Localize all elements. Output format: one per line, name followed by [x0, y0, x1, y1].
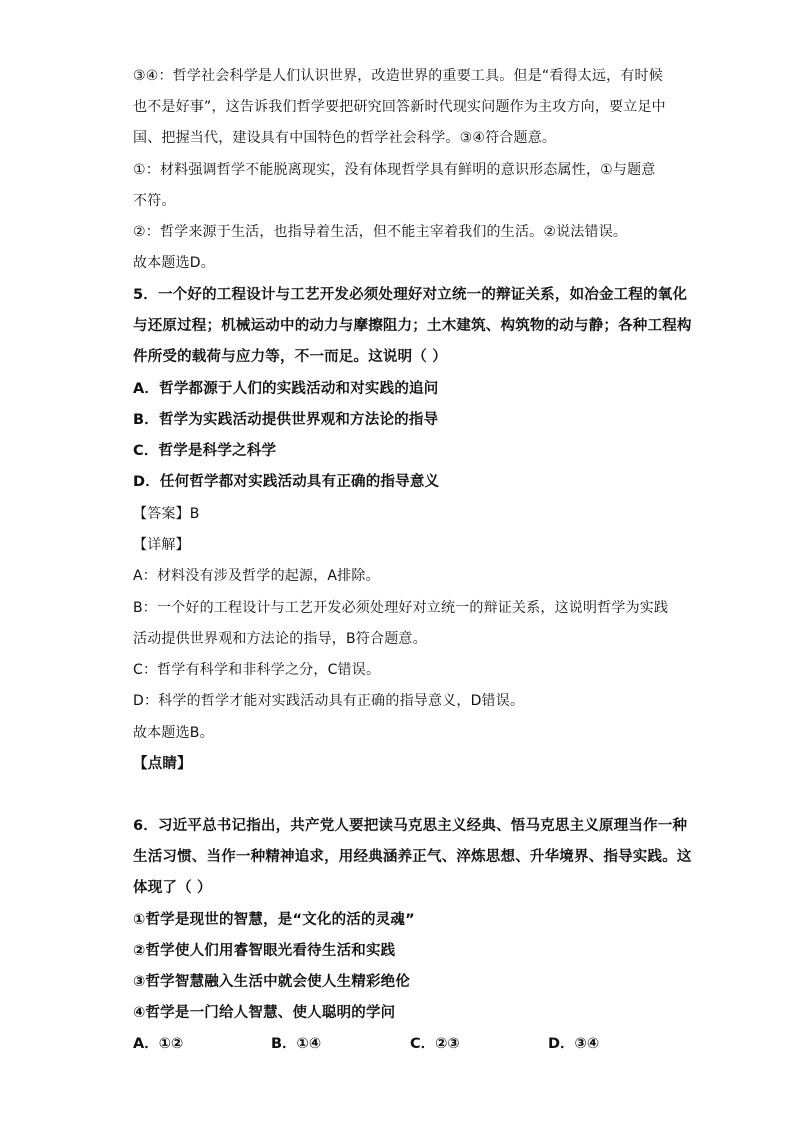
text-line: ②：哲学来源于生活，也指导着生活，但不能主宰着我们的生活。②说法错误。: [133, 224, 628, 240]
question-5-option-a: A．哲学都源于人们的实践活动和对实践的追问: [133, 381, 439, 397]
text-line: B：一个好的工程设计与工艺开发必须处理好对立统一的辩证关系，这说明哲学为实践: [133, 600, 669, 616]
question-5-option-b: B．哲学为实践活动提供世界观和方法论的指导: [133, 412, 439, 428]
question-5-option-d: D．任何哲学都对实践活动具有正确的指导意义: [133, 474, 440, 490]
statement-1: ①哲学是现世的智慧，是“文化的活的灵魂”: [133, 912, 415, 928]
text-line: 也不是好事”，这告诉我们哲学要把研究回答新时代现实问题作为主攻方向，要立足中: [133, 99, 666, 115]
text-line: ③④：哲学社会科学是人们认识世界，改造世界的重要工具。但是“看得太远，有时候: [133, 68, 663, 84]
text-line: 故本题选B。: [133, 725, 214, 741]
statement-4: ④哲学是一门给人智慧、使人聪明的学问: [133, 1005, 396, 1021]
text-line: C：哲学有科学和非科学之分，C错误。: [133, 662, 381, 678]
question-6-options: [133, 1034, 673, 1054]
option-d: D．③④: [548, 1036, 600, 1052]
question-6-stem: 6．习近平总书记指出，共产党人要把读马克思主义经典、悟马克思主义原理当作一种: [133, 818, 688, 834]
answer-label: 【答案】B: [133, 506, 200, 522]
question-6-stem: 体现了（ ）: [133, 880, 212, 896]
option-b: B．①④: [271, 1036, 322, 1052]
text-line: A：材料没有涉及哲学的起源，A排除。: [133, 568, 380, 584]
text-line: 不符。: [133, 193, 176, 209]
question-6-stem: 生活习惯、当作一种精神追求，用经典涵养正气、淬炼思想、升华境界、指导实践。这: [133, 849, 692, 865]
remark-label: 【点睛】: [133, 756, 192, 772]
text-line: 故本题选D。: [133, 255, 215, 271]
text-line: 活动提供世界观和方法论的指导，B符合题意。: [133, 631, 427, 647]
text-line: ①：材料强调哲学不能脱离现实，没有体现哲学具有鲜明的意识形态属性，①与题意: [133, 162, 656, 178]
question-5-stem: 与还原过程；机械运动中的动力与摩擦阻力；土木建筑、构筑物的动与静；各种工程构: [133, 318, 692, 334]
statement-3: ③哲学智慧融入生活中就会使人生精彩绝伦: [133, 974, 411, 990]
question-5-stem: 件所受的载荷与应力等，不一而足。这说明（ ）: [133, 349, 447, 365]
text-line: D：科学的哲学才能对实践活动具有正确的指导意义，D错误。: [133, 693, 525, 709]
option-c: C．②③: [410, 1036, 460, 1052]
explanation-label: 【详解】: [133, 537, 190, 553]
question-5-option-c: C．哲学是科学之科学: [133, 443, 277, 459]
option-a: A．①②: [133, 1036, 184, 1052]
statement-2: ②哲学使人们用睿智眼光看待生活和实践: [133, 943, 396, 959]
question-5-stem: 5．一个好的工程设计与工艺开发必须处理好对立统一的辩证关系，如冶金工程的氧化: [133, 287, 688, 303]
text-line: 国、把握当代，建设具有中国特色的哲学社会科学。③④符合题意。: [133, 130, 557, 146]
